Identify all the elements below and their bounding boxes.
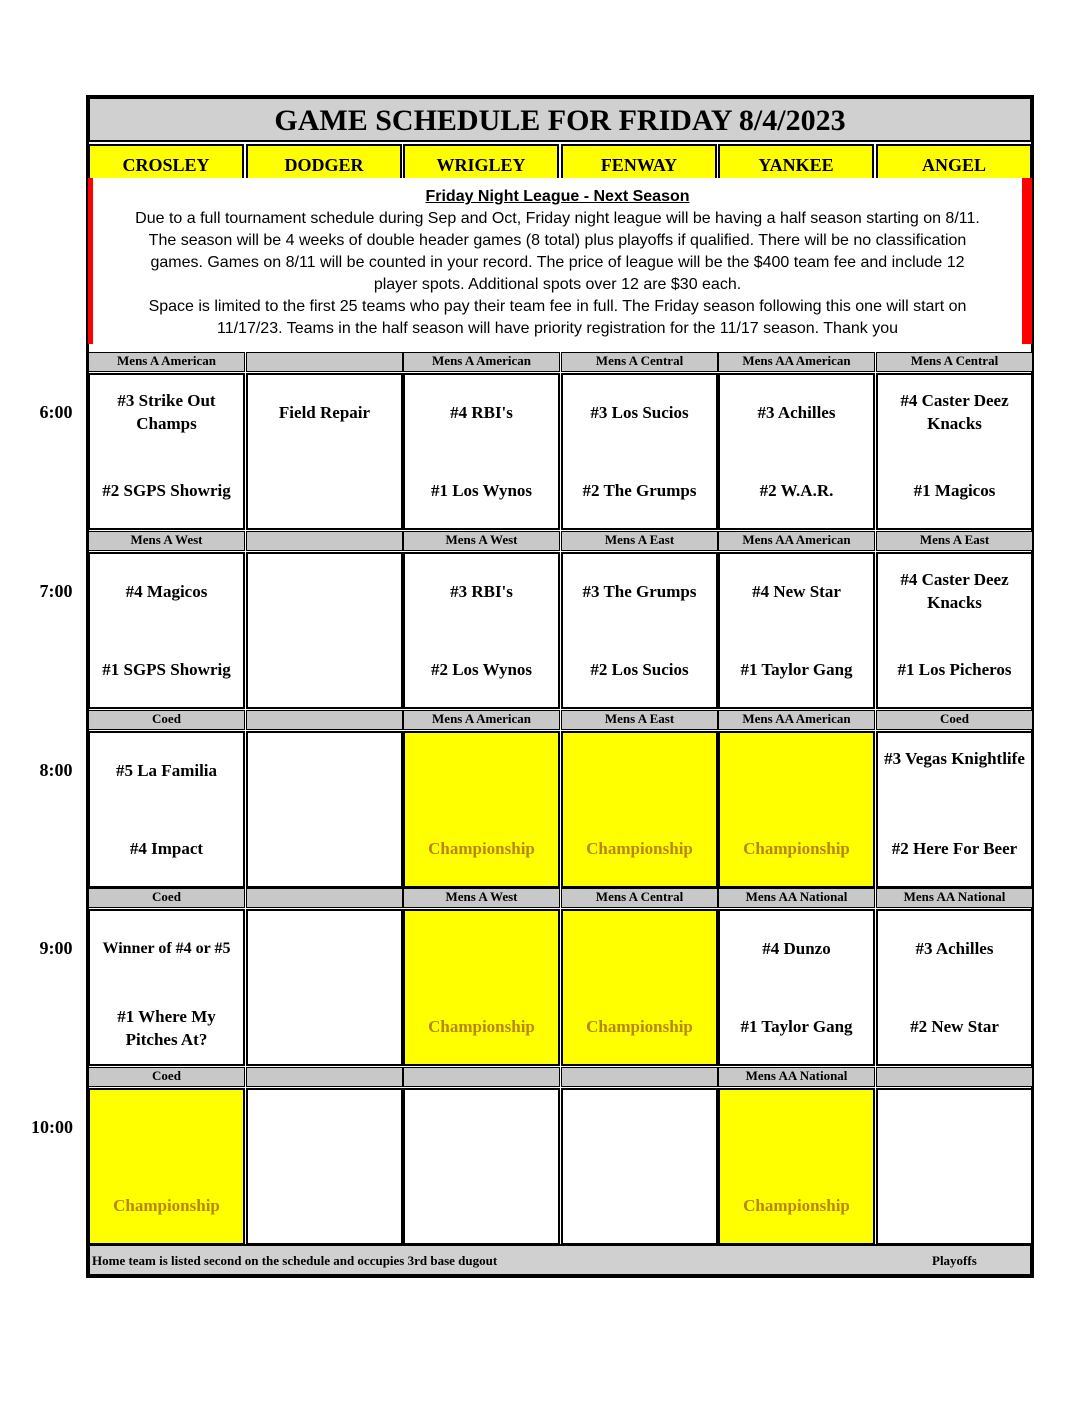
division-label: Coed — [88, 710, 245, 730]
notice-border-right — [1022, 178, 1032, 344]
away-team: #3 Strike Out Champs — [117, 391, 216, 433]
division-label: Mens AA American — [718, 352, 875, 372]
time-label: 7:00 — [39, 581, 73, 601]
division-label: Mens AA National — [718, 888, 875, 908]
game-cell — [88, 731, 245, 888]
game-cell — [246, 373, 403, 530]
championship-label: Championship — [743, 1196, 850, 1215]
time-label: 6:00 — [39, 402, 73, 422]
away-team: #5 La Familia — [115, 761, 218, 780]
game-cell — [403, 552, 560, 709]
home-team: #1 Magicos — [913, 481, 996, 500]
game-cell — [876, 909, 1033, 1066]
away-team: #3 The Grumps — [582, 582, 697, 601]
game-cell — [561, 373, 718, 530]
home-team: #2 The Grumps — [582, 481, 697, 500]
away-team: #3 Los Sucios — [590, 403, 689, 422]
division-label — [876, 1067, 1033, 1087]
game-cell — [876, 552, 1033, 709]
game-cell — [88, 552, 245, 709]
game-cell — [561, 1088, 718, 1245]
division-label: Mens A Central — [876, 352, 1033, 372]
division-label — [561, 1067, 718, 1087]
home-team: #2 Los Sucios — [590, 660, 689, 679]
division-label: Mens A Central — [561, 352, 718, 372]
notice-line: 11/17/23. Teams in the half season will have priority registration for the 11/17 season. Thank you — [217, 320, 898, 337]
division-label — [246, 1067, 403, 1087]
field-header-yankee: YANKEE — [718, 144, 874, 184]
away-team: Winner of #4 or #5 — [102, 940, 231, 957]
footer-note: Home team is listed second on the schedule and occupies 3rd base dugout — [92, 1253, 498, 1268]
division-label — [246, 710, 403, 730]
notice-title: Friday Night League - Next Season — [425, 188, 690, 205]
division-label: Mens A West — [403, 531, 560, 551]
game-cell — [561, 909, 718, 1066]
division-label — [246, 352, 403, 372]
away-team: #4 Dunzo — [762, 939, 831, 958]
game-cell — [403, 731, 560, 888]
home-team: #1 Los Picheros — [897, 660, 1012, 679]
notice-line: Space is limited to the first 25 teams who pay their team fee in full. The Friday season following this one will start on — [148, 298, 967, 315]
field-header-fenway: FENWAY — [561, 144, 717, 184]
championship-label: Championship — [428, 839, 535, 858]
championship-label: Championship — [586, 839, 693, 858]
home-team: #1 Taylor Gang — [740, 660, 853, 679]
home-team: #2 New Star — [910, 1017, 999, 1036]
game-cell — [561, 552, 718, 709]
championship-label: Championship — [113, 1196, 220, 1215]
division-label — [246, 531, 403, 551]
away-team: #4 Caster Deez Knacks — [900, 391, 1009, 433]
division-label: Mens A East — [561, 531, 718, 551]
game-cell — [718, 373, 875, 530]
game-cell — [88, 1088, 245, 1245]
game-cell — [403, 1088, 560, 1245]
away-team: #4 Caster Deez Knacks — [900, 570, 1009, 612]
home-team: #1 SGPS Showrig — [102, 660, 231, 679]
game-cell — [718, 909, 875, 1066]
home-team: #1 Taylor Gang — [740, 1017, 853, 1036]
division-label: Mens A East — [876, 531, 1033, 551]
home-team: #2 Here For Beer — [891, 839, 1018, 858]
time-label: 9:00 — [39, 938, 73, 958]
time-label: 8:00 — [39, 760, 73, 780]
game-cell — [88, 373, 245, 530]
division-label: Mens A East — [561, 710, 718, 730]
away-team: #3 Vegas Knightlife — [884, 749, 1025, 768]
division-label — [403, 1067, 560, 1087]
away-team: #4 New Star — [752, 582, 841, 601]
away-team: #3 RBI's — [450, 582, 513, 601]
away-team: Field Repair — [278, 403, 371, 422]
game-cell — [718, 1088, 875, 1245]
division-label: Mens AA National — [876, 888, 1033, 908]
division-label: Mens A American — [88, 352, 245, 372]
game-cell — [246, 909, 403, 1066]
field-header-angel: ANGEL — [876, 144, 1032, 184]
division-label: Coed — [876, 710, 1033, 730]
notice-line: The season will be 4 weeks of double header games (8 total) plus playoffs if qualified. There will be no classification — [148, 232, 967, 249]
game-cell — [876, 731, 1033, 888]
page-title: GAME SCHEDULE FOR FRIDAY 8/4/2023 — [88, 97, 1032, 142]
division-label: Mens A American — [403, 352, 560, 372]
game-cell — [876, 373, 1033, 530]
division-label: Mens AA National — [718, 1067, 875, 1087]
game-cell — [561, 731, 718, 888]
home-team: #1 Where My Pitches At? — [117, 1007, 216, 1049]
championship-label: Championship — [586, 1017, 693, 1036]
notice-box — [93, 178, 1022, 344]
notice-line: player spots. Additional spots over 12 are $30 each. — [373, 276, 742, 293]
division-label: Mens AA American — [718, 710, 875, 730]
game-cell — [246, 552, 403, 709]
away-team: #4 RBI's — [450, 403, 513, 422]
footer-playoffs: Playoffs — [932, 1253, 977, 1268]
championship-label: Championship — [743, 839, 850, 858]
division-label: Mens AA American — [718, 531, 875, 551]
footer-bar — [88, 1244, 1032, 1276]
division-label: Mens A American — [403, 710, 560, 730]
division-label: Mens A West — [88, 531, 245, 551]
game-cell — [403, 373, 560, 530]
game-cell — [403, 909, 560, 1066]
time-label: 10:00 — [31, 1117, 73, 1137]
game-cell — [876, 1088, 1033, 1245]
away-team: #3 Achilles — [757, 403, 836, 422]
game-cell — [88, 909, 245, 1066]
notice-line: Due to a full tournament schedule during Sep and Oct, Friday night league will be having a half season starting on 8/11. — [135, 210, 980, 227]
notice-line: games. Games on 8/11 will be counted in your record. The price of league will be the $400 team fee and include 12 — [150, 254, 965, 271]
game-cell — [718, 552, 875, 709]
division-label: Coed — [88, 1067, 245, 1087]
division-label: Coed — [88, 888, 245, 908]
away-team: #3 Achilles — [915, 939, 994, 958]
home-team: #4 Impact — [129, 839, 204, 858]
home-team: #2 Los Wynos — [430, 660, 533, 679]
field-header-crosley: CROSLEY — [88, 144, 244, 184]
home-team: #1 Los Wynos — [430, 481, 533, 500]
field-header-wrigley: WRIGLEY — [403, 144, 559, 184]
home-team: #2 W.A.R. — [759, 481, 834, 500]
division-label — [246, 888, 403, 908]
game-cell — [246, 731, 403, 888]
home-team: #2 SGPS Showrig — [102, 481, 231, 500]
division-label: Mens A Central — [561, 888, 718, 908]
division-label: Mens A West — [403, 888, 560, 908]
away-team: #4 Magicos — [125, 582, 208, 601]
game-cell — [718, 731, 875, 888]
field-header-dodger: DODGER — [246, 144, 402, 184]
game-cell — [246, 1088, 403, 1245]
championship-label: Championship — [428, 1017, 535, 1036]
